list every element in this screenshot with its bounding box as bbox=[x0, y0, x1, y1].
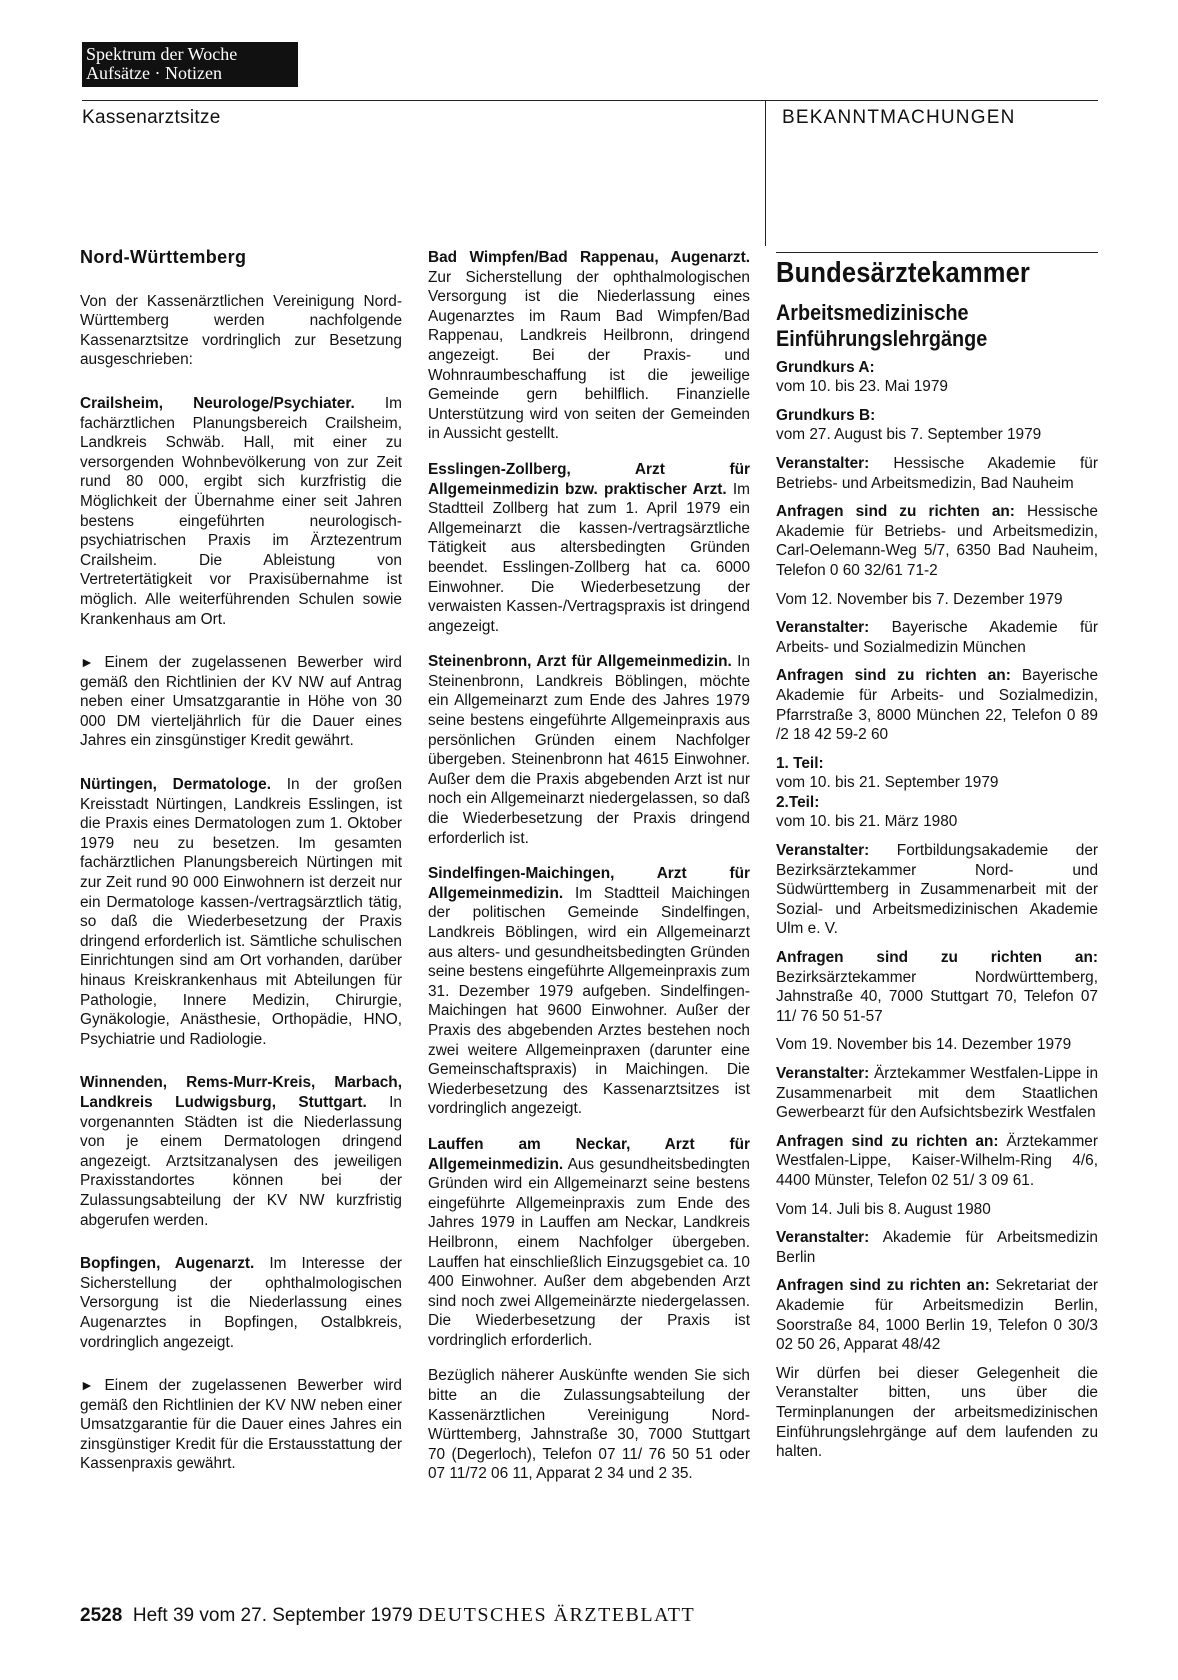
course-heading bbox=[776, 300, 1066, 352]
grundkurs-a-date: vom 10. bis 23. Mai 1979 bbox=[776, 378, 948, 396]
organizer-text: Bayerische Akademie für Arbeits- und Sozialmedizin München bbox=[776, 619, 1098, 656]
announcement-rule bbox=[776, 252, 1098, 253]
arrow-icon: ► bbox=[80, 654, 94, 671]
grundkurs-b-label: Grundkurs B: bbox=[776, 406, 876, 424]
organizer-label: Veranstalter: bbox=[776, 1065, 870, 1082]
teil-1-label: 1. Teil: bbox=[776, 754, 824, 772]
inquiries-text: Ärztekammer Westfalen-Lippe, Kaiser-Wilhelm-Ring 4/6, 4400 Münster, Telefon 02 51/ 3 09 61. bbox=[776, 1132, 1098, 1189]
magazine-name: DEUTSCHES ÄRZTEBLATT bbox=[418, 1604, 696, 1626]
inquiries-text: Bezirksärztekammer Nordwürttemberg, Jahnstraße 40, 7000 Stuttgart 70, Telefon 07 11/ 76 50 51-57 bbox=[776, 968, 1098, 1025]
listing-winnenden bbox=[80, 1073, 402, 1230]
teil-2-date: vom 10. bis 21. März 1980 bbox=[776, 813, 958, 831]
listing-text: Im Stadtteil Maichingen der politischen Gemeinde Sindelfingen, Landkreis Böblingen, wird ein Allgemeinarzt aus alters- und gesundheitsbedingten Gründen seine bestens eingeführte Allgemeinpraxis zum 31. Dezember 1979 aufgeben. Sindelfingen-Maichingen hat 9600 Einwohner. Außer der Praxis des abgebenden Arztes bestehen noch zwei weitere Allgemeinpraxen (darunter eine Gemeinschaftspraxis) in Maichingen. Die Wiederbesetzung des Kassenarztsitzes ist vordringlich angezeigt. bbox=[428, 884, 750, 1118]
listing-heading: Bad Wimpfen/Bad Rappenau, Augenarzt. bbox=[428, 249, 750, 266]
organizer-4 bbox=[776, 1064, 1098, 1123]
listing-heading: Steinenbronn, Arzt für Allgemeinmedizin. bbox=[428, 653, 732, 671]
intro-paragraph: Von der Kassenärztlichen Vereinigung Nord-Württemberg werden nachfolgende Kassenarztsitze vordringlich zur Besetzung ausgeschrieben: bbox=[80, 292, 402, 369]
column-3 bbox=[776, 257, 1099, 1471]
course-heading-line-1: Arbeitsmedizinische bbox=[776, 299, 969, 325]
column-2 bbox=[428, 248, 750, 1500]
inquiries-3 bbox=[776, 948, 1098, 1026]
arrow-icon: ► bbox=[80, 1377, 94, 1394]
organizer-label: Veranstalter: bbox=[776, 454, 870, 472]
organizer-text: Fortbildungsakademie der Bezirksärztekammer Nord- und Südwürttemberg in Zusammenarbeit mit der Sozial- und Arbeitsmedizinischen Akademie Ulm e. V. bbox=[776, 842, 1099, 938]
date-2: Vom 12. November bis 7. Dezember 1979 bbox=[776, 590, 1063, 608]
note-text: Einem der zugelassenen Bewerber wird gemäß den Richtlinien der KV NW auf Antrag neben einer Umsatzgarantie in Höhe von 30 000 DM vierteljährlich für die Dauer eines Jahres ein zinsgünstiger Kredit gewährt. bbox=[80, 654, 402, 750]
listing-text: Im Interesse der Sicherstellung der ophthalmologischen Versorgung ist die Niederlassung eines Augenarztes in Bopfingen, Ostalbkreis, vordringlich angezeigt. bbox=[80, 1255, 403, 1351]
issue-info: Heft 39 vom 27. September 1979 bbox=[132, 1605, 413, 1626]
section-kicker: Kassenarztsitze bbox=[82, 107, 221, 128]
inquiries-label: Anfragen sind zu richten an: bbox=[776, 1277, 990, 1295]
inquiries-label: Anfragen sind zu richten an: bbox=[776, 1132, 999, 1150]
organizer-text: Akademie für Arbeitsmedizin Berlin bbox=[776, 1229, 1098, 1266]
listing-heading: Lauffen am Neckar, Arzt für Allgemeinmedizin. bbox=[428, 1135, 750, 1173]
page-number: 2528 bbox=[80, 1605, 123, 1626]
inquiries-1 bbox=[776, 502, 1098, 580]
organizer-text: Hessische Akademie für Betriebs- und Arbeitsmedizin, Bad Nauheim bbox=[776, 454, 1098, 492]
listing-crailsheim bbox=[80, 394, 402, 629]
listing-heading: Nürtingen, Dermatologe. bbox=[80, 776, 272, 794]
column-1 bbox=[80, 248, 402, 1490]
organizer-label: Veranstalter: bbox=[776, 1229, 870, 1247]
organizer-3 bbox=[776, 841, 1098, 939]
course-heading-line-2: Einführungslehrgänge bbox=[776, 325, 988, 351]
listing-bopfingen bbox=[80, 1254, 402, 1352]
listing-text: Im Stadtteil Zollberg hat zum 1. April 1979 ein Allgemeinarzt die kassen-/vertragsärztliche Tätigkeit aus altersbedingten Gründen beendet. Esslingen-Zollberg hat ca. 6000 Einwohner. Die Wiederbesetzung der verwaisten Kassen-/Vertragspraxis ist dringend angezeigt. bbox=[428, 480, 750, 635]
page-footer bbox=[80, 1604, 695, 1627]
note-bopfingen bbox=[80, 1376, 402, 1474]
listing-heading: Esslingen-Zollberg, Arzt für Allgemeinmedizin bzw. praktischer Arzt. bbox=[428, 460, 750, 498]
listing-text: In der großen Kreisstadt Nürtingen, Landkreis Esslingen, ist die Praxis eines Dermatologen zum 1. Oktober 1979 neu zu besetzen. Im gesamten fachärztlichen Planungsbereich Nürtingen mit zur Zeit rund 90 000 Einwohnern ist derzeit nur ein Dermatologe kassen-/vertragsärztlich tätig, so daß die Wiederbesetzung der Praxis dringend erforderlich ist. Sämtliche schulischen Einrichtungen sind am Ort vorhanden, darüber hinaus Kreiskrankenhaus mit Abteilungen für Pathologie, Innere Medizin, Chirurgie, Gynäkologie, Anästhesie, Orthopädie, HNO, Psychiatrie und Radiologie. bbox=[80, 776, 402, 1048]
section-masthead bbox=[82, 42, 298, 87]
masthead-line-2: Aufsätze · Notizen bbox=[86, 63, 222, 83]
organizer-5 bbox=[776, 1228, 1098, 1267]
listing-text: Zur Sicherstellung der ophthalmologischen Versorgung ist die Niederlassung eines Augenarztes im Raum Bad Wimpfen/Bad Rappenau, Landkreis Heilbronn, dringend angezeigt. Bei der Praxis- und Wohnraumbeschaffung ist die jeweilige Gemeinde gern behilflich. Finanzielle Unterstützung wird von seiten der Gemeinden in Aussicht gestellt. bbox=[428, 268, 750, 443]
grundkurs-b-date: vom 27. August bis 7. September 1979 bbox=[776, 426, 1042, 444]
listing-heading: Bopfingen, Augenarzt. bbox=[80, 1255, 255, 1273]
announcements-kicker: BEKANNTMACHUNGEN bbox=[782, 107, 1016, 128]
listing-heading: Sindelfingen-Maichingen, Arzt für Allgemeinmedizin. bbox=[428, 865, 750, 902]
top-rule bbox=[82, 100, 1098, 101]
teil-2-label: 2.Teil: bbox=[776, 793, 820, 811]
grundkurs-a bbox=[776, 358, 1098, 397]
listing-text: In Steinenbronn, Landkreis Böblingen, möchte ein Allgemeinarzt zum Ende des Jahres 1979 seine bestens eingeführte Allgemeinpraxis aus persönlichen Gründen einem Nachfolger übergeben. Steinenbronn hat 4615 Einwohner. Außer dem die Praxis abgebenden Arzt ist nur noch ein Allgemeinarzt niedergelassen, so daß die Wiederbesetzung der Praxis dringend erforderlich ist. bbox=[428, 653, 751, 847]
grundkurs-a-label: Grundkurs A: bbox=[776, 358, 875, 376]
organizer-1 bbox=[776, 454, 1098, 493]
masthead-line-1: Spektrum der Woche bbox=[86, 44, 238, 64]
note-text: Einem der zugelassenen Bewerber wird gemäß den Richtlinien der KV NW neben einer Umsatzgarantie für die Dauer eines Jahres ein zinsgünstiger Kredit für die Erstausstattung der Kassenpraxis gewährt. bbox=[80, 1377, 402, 1473]
date-5: Vom 14. Juli bis 8. August 1980 bbox=[776, 1200, 991, 1218]
organizer-label: Veranstalter: bbox=[776, 619, 870, 637]
listing-lauffen bbox=[428, 1135, 750, 1351]
teil-1-date: vom 10. bis 21. September 1979 bbox=[776, 774, 999, 792]
inquiries-label: Anfragen sind zu richten an: bbox=[776, 949, 1098, 967]
contact-paragraph: Bezüglich näherer Auskünfte wenden Sie sich bitte an die Zulassungsabteilung der Kassenärztlichen Vereinigung Nord-Württemberg, Jahnstraße 30, 7000 Stuttgart 70 (Degerloch), Telefon 07 11/ 76 50 51 oder 07 11/72 06 11, Apparat 2 34 und 2 35. bbox=[428, 1367, 750, 1483]
organizer-label: Veranstalter: bbox=[776, 842, 870, 860]
closing-paragraph: Wir dürfen bei dieser Gelegenheit die Veranstalter bitten, uns über die Terminplanungen der arbeitsmedizinischen Einführungslehrgänge auf dem laufenden zu halten. bbox=[776, 1364, 1098, 1461]
listing-text: In vorgenannten Städten ist die Niederlassung von je einem Dermatologen dringend angezeigt. Arztsitzanalysen des jeweiligen Praxisstandortes können bei der Zulassungsabteilung der KV NW kurzfristig abgerufen werden. bbox=[80, 1093, 402, 1229]
inquiries-text: Sekretariat der Akademie für Arbeitsmedizin Berlin, Soorstraße 84, 1000 Berlin 19, Telefon 0 30/3 02 50 26, Apparat 48/42 bbox=[776, 1277, 1098, 1354]
date-4: Vom 19. November bis 14. Dezember 1979 bbox=[776, 1036, 1072, 1054]
inquiries-label: Anfragen sind zu richten an: bbox=[776, 503, 1015, 521]
grundkurs-b bbox=[776, 406, 1098, 445]
inquiries-text: Bayerische Akademie für Arbeits- und Sozialmedizin, Pfarrstraße 3, 8000 München 22, Telefon 0 89 /2 18 42 59-2 60 bbox=[776, 667, 1099, 744]
listing-nuertingen bbox=[80, 775, 402, 1049]
inquiries-5 bbox=[776, 1276, 1098, 1354]
inquiries-text: Hessische Akademie für Betriebs- und Arbeitsmedizin, Carl-Oelemann-Weg 5/7, 6350 Bad Nauheim, Telefon 0 60 32/61 71-2 bbox=[776, 503, 1098, 579]
organizer-text: Ärztekammer Westfalen-Lippe in Zusammenarbeit mit dem Staatlichen Gewerbearzt für den Aufsichtsbezirk Westfalen bbox=[776, 1065, 1098, 1122]
listing-steinenbronn bbox=[428, 652, 750, 848]
listing-text: Im fachärztlichen Planungsbereich Crailsheim, Landkreis Schwäb. Hall, mit einer zu versorgenden Wohnbevölkerung von zur Zeit rund 80 000, ergibt sich kurzfristig die Möglichkeit der Übernahme einer seit Jahren bestens eingeführten neurologisch-psychiatrischen Praxis im Ärztezentrum Crailsheim. Die Ableistung von Vertretertätigkeit vor Praxisübernahme ist möglich. Alle weiterführenden Schulen sowie Krankenhaus am Ort. bbox=[80, 394, 402, 628]
listing-esslingen bbox=[428, 460, 750, 636]
listing-text: Aus gesundheitsbedingten Gründen wird ein Allgemeinarzt seine bestens eingeführte Allgemeinpraxis zum Ende des Jahres 1979 in Lauffen am Neckar, Landkreis Heilbronn, einem Nachfolger übergeben. Lauffen hat einschließlich Einzugsgebiet ca. 10 400 Einwohner. Außer dem abgebenden Arzt sind noch zwei Allgemeinärzte niedergelassen. Die Wiederbesetzung der Praxis ist vordringlich erforderlich. bbox=[428, 1155, 750, 1349]
organizer-2 bbox=[776, 618, 1098, 657]
listing-heading: Crailsheim, Neurologe/Psychiater. bbox=[80, 394, 355, 412]
listing-bad-wimpfen bbox=[428, 248, 750, 444]
inquiries-label: Anfragen sind zu richten an: bbox=[776, 667, 1011, 685]
listing-sindelfingen bbox=[428, 864, 750, 1119]
listing-heading: Winnenden, Rems-Murr-Kreis, Marbach, Landkreis Ludwigsburg, Stuttgart. bbox=[80, 1074, 402, 1111]
org-heading: Bundesärztekammer bbox=[776, 257, 1031, 289]
teil-dates bbox=[776, 754, 1098, 832]
note-crailsheim bbox=[80, 653, 402, 751]
header-divider bbox=[765, 100, 766, 246]
region-heading: Nord-Württemberg bbox=[80, 247, 247, 267]
inquiries-4 bbox=[776, 1132, 1098, 1191]
inquiries-2 bbox=[776, 666, 1098, 744]
